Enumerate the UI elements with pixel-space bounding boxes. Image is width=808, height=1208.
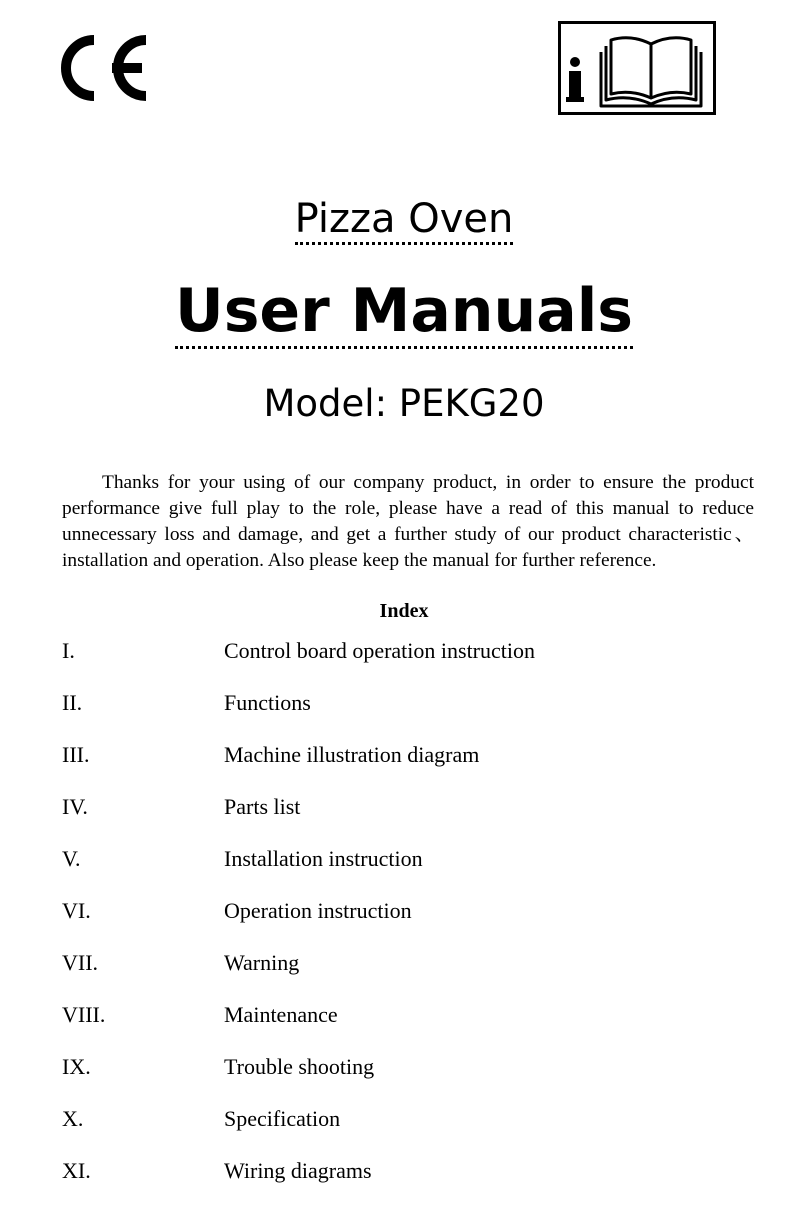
index-number: IV.: [62, 794, 88, 819]
index-item: [62, 1104, 762, 1156]
index-item: [62, 636, 762, 688]
index-label: Maintenance: [224, 1002, 338, 1027]
information-manual-icon: [558, 21, 716, 115]
index-label: Control board operation instruction: [224, 638, 535, 663]
index-item: [62, 688, 762, 740]
document-title-text: User Manuals: [175, 278, 633, 349]
index-list: [62, 636, 762, 1208]
document-title: [0, 276, 808, 349]
index-number: I.: [62, 638, 75, 663]
index-label: Machine illustration diagram: [224, 742, 480, 767]
index-number: VI.: [62, 898, 91, 923]
index-item: [62, 844, 762, 896]
ce-mark-icon: [50, 30, 154, 106]
index-number: X.: [62, 1106, 84, 1131]
index-label: Specification: [224, 1106, 341, 1131]
index-item: [62, 1000, 762, 1052]
index-heading: Index: [379, 600, 429, 622]
model-label-text: Model: PEKG20: [263, 382, 545, 425]
index-label: Installation instruction: [224, 846, 423, 871]
product-title: [0, 196, 808, 245]
index-label: Functions: [224, 690, 311, 715]
index-item: [62, 740, 762, 792]
index-item: [62, 1052, 762, 1104]
index-number: VIII.: [62, 1002, 106, 1027]
index-number: VII.: [62, 950, 99, 975]
index-number: III.: [62, 742, 90, 767]
index-label: Parts list: [224, 794, 301, 819]
product-title-text: Pizza Oven: [295, 197, 514, 245]
index-item: [62, 948, 762, 1000]
index-label: Warning: [224, 950, 300, 975]
index-label: Trouble shooting: [224, 1054, 375, 1079]
index-label: Wiring diagrams: [224, 1158, 372, 1183]
index-item: [62, 1156, 762, 1208]
index-item: [62, 792, 762, 844]
intro-paragraph: Thanks for your using of our company product, in order to ensure the product performance give full play to the role, please have a read of this manual to reduce unnecessary loss and damage, and get a further study of our product characteristic、installation and operation. Also please keep the manual for further reference.: [62, 472, 754, 571]
index-number: V.: [62, 846, 81, 871]
index-number: II.: [62, 690, 83, 715]
index-number: XI.: [62, 1158, 91, 1183]
index-item: [62, 896, 762, 948]
model-label: [0, 382, 808, 425]
index-number: IX.: [62, 1054, 91, 1079]
index-label: Operation instruction: [224, 898, 412, 923]
